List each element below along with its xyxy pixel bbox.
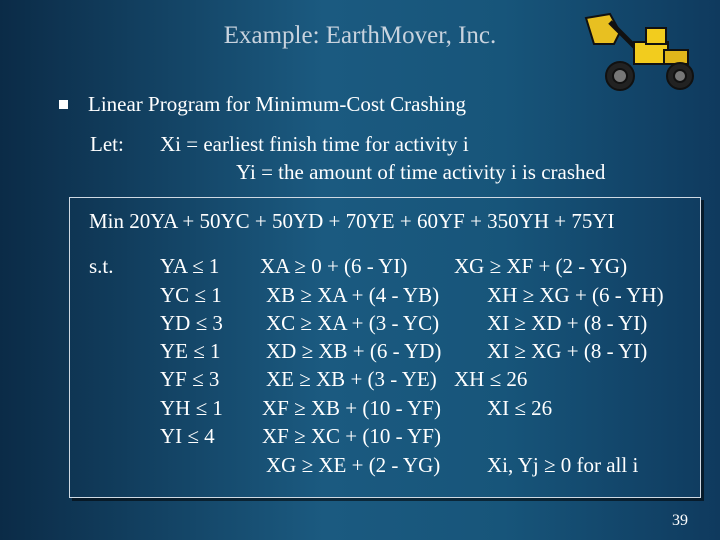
constraint: XH ≤ 26 bbox=[454, 367, 528, 391]
constraint: YI ≤ 4 bbox=[160, 424, 215, 448]
constraint: XD ≥ XB + (6 - YD) bbox=[266, 339, 442, 363]
constraint: XB ≥ XA + (4 - YB) bbox=[266, 283, 440, 307]
constraint: XI ≤ 26 bbox=[487, 396, 553, 420]
slide-title: Example: EarthMover, Inc. bbox=[223, 22, 497, 49]
constraint: YF ≤ 3 bbox=[160, 367, 220, 391]
constraint: YC ≤ 1 bbox=[160, 283, 222, 307]
constraint: YE ≤ 1 bbox=[160, 339, 221, 363]
constraint: YA ≤ 1 bbox=[160, 254, 220, 278]
constraint: XC ≥ XA + (3 - YC) bbox=[266, 311, 440, 335]
constraint: YH ≤ 1 bbox=[160, 396, 223, 420]
constraint: YD ≤ 3 bbox=[160, 311, 223, 335]
constraint: XH ≥ XG + (6 - YH) bbox=[487, 283, 664, 307]
let-label: Let: bbox=[90, 132, 124, 156]
constraint: XG ≥ XF + (2 - YG) bbox=[454, 254, 628, 278]
objective-function: Min 20YA + 50YC + 50YD + 70YE + 60YF + 350YH + 75YI bbox=[89, 209, 615, 233]
nonnegativity-constraint: Xi, Yj ≥ 0 for all i bbox=[487, 453, 639, 477]
y-definition: Yi = the amount of time activity i is crashed bbox=[236, 160, 606, 184]
constraint: XI ≥ XD + (8 - YI) bbox=[487, 311, 648, 335]
heading: Linear Program for Minimum-Cost Crashing bbox=[88, 92, 466, 116]
constraint: XE ≥ XB + (3 - YE) bbox=[266, 367, 437, 391]
bulldozer-icon bbox=[576, 10, 702, 96]
bullet-icon bbox=[59, 100, 68, 109]
constraint: XI ≥ XG + (8 - YI) bbox=[487, 339, 648, 363]
constraint: XF ≥ XC + (10 - YF) bbox=[262, 424, 441, 448]
st-label: s.t. bbox=[89, 254, 114, 278]
constraint: XG ≥ XE + (2 - YG) bbox=[266, 453, 441, 477]
constraint: XA ≥ 0 + (6 - YI) bbox=[260, 254, 408, 278]
page-number: 39 bbox=[672, 512, 688, 529]
constraint: XF ≥ XB + (10 - YF) bbox=[262, 396, 441, 420]
x-definition: Xi = earliest finish time for activity i bbox=[160, 132, 469, 156]
